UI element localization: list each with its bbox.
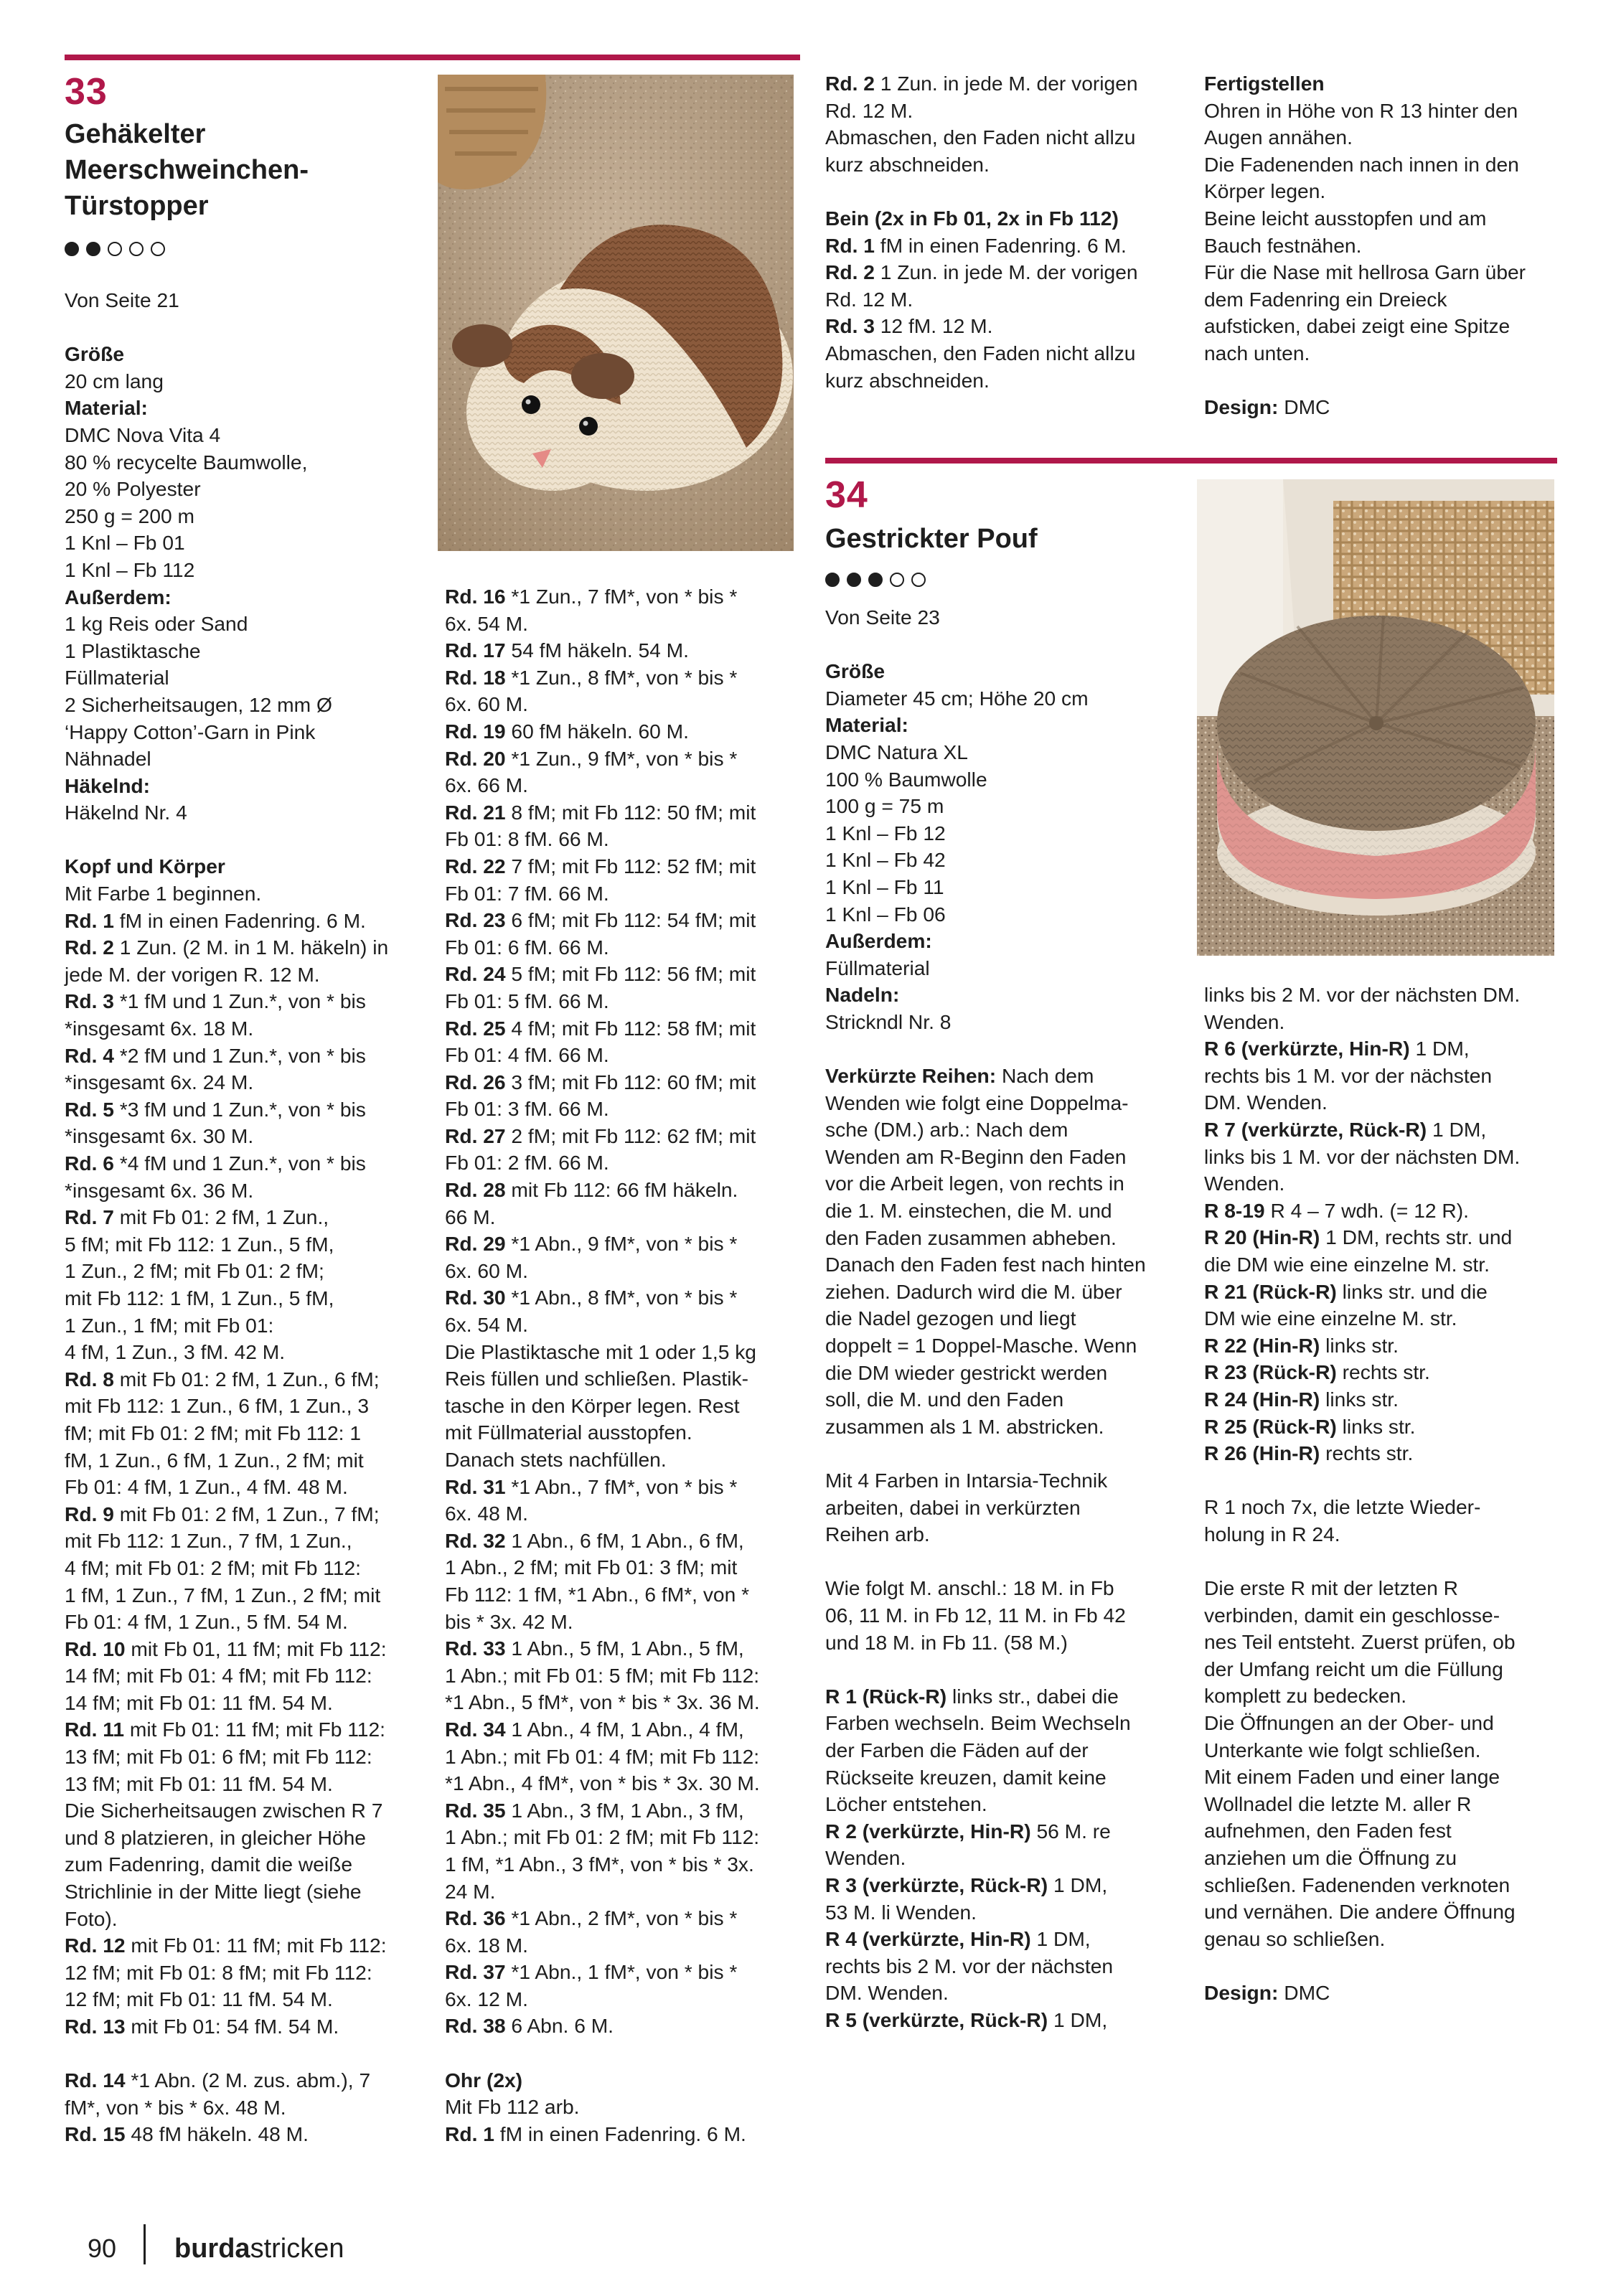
instruction-line: Wenden. (1204, 1172, 1285, 1195)
instruction-line: Design: DMC (1204, 1980, 1330, 2004)
instruction-line: Die Sicherheitsaugen zwischen R 7 (65, 1799, 383, 1822)
instruction-line: Löcher entstehen. (825, 1792, 987, 1816)
instruction-line: kurz abschneiden. (825, 368, 990, 392)
instruction-line: *insgesamt 6x. 18 M. (65, 1017, 254, 1040)
instruction-line: R 6 (verkürzte, Hin-R) 1 DM, (1204, 1037, 1470, 1060)
instruction-line: R 21 (Rück-R) links str. und die (1204, 1279, 1488, 1303)
instruction-line: 6x. 60 M. (445, 692, 528, 716)
instruction-line: DMC Natura XL (825, 740, 968, 763)
instruction-line: Mit 4 Farben in Intarsia-Technik (825, 1469, 1108, 1492)
instructions-col3 (825, 70, 1180, 394)
instruction-line: Fb 01: 8 fM. 66 M. (445, 827, 609, 851)
material-line: 1 Knl – Fb 112 (65, 557, 195, 581)
instruction-line: Die Plastiktasche mit 1 oder 1,5 kg (445, 1340, 756, 1363)
section-34-number: 34 (825, 474, 868, 516)
instruction-line: Mit einem Faden und einer lange (1204, 1765, 1500, 1789)
instruction-line: Die erste R mit der letzten R (1204, 1576, 1459, 1600)
from-page: Von Seite 21 (65, 288, 179, 311)
instruction-line: 06, 11 M. in Fb 12, 11 M. in Fb 42 (825, 1603, 1126, 1627)
instruction-line: die DM wie eine einzelne M. str. (1204, 1252, 1490, 1276)
instruction-line: Nadeln: (825, 983, 900, 1007)
instruction-line: Rd. 33 1 Abn., 5 fM, 1 Abn., 5 fM, (445, 1637, 744, 1660)
instruction-line: Danach den Faden fest nach hinten (825, 1253, 1146, 1276)
instructions-col1 (65, 908, 423, 2148)
instruction-line: doppelt = 1 Doppel-Masche. Wenn (825, 1334, 1137, 1358)
instruction-line: 1 fM, *1 Abn., 3 fM*, von * bis * 3x. (445, 1852, 754, 1876)
head-label: Kopf und Körper (65, 855, 225, 878)
instruction-line: Wenden wie folgt eine Doppelma- (825, 1091, 1129, 1114)
guinea-pig-photo (438, 75, 794, 551)
instruction-line: Rd. 29 *1 Abn., 9 fM*, von * bis * (445, 1232, 738, 1256)
instruction-line: 6x. 12 M. (445, 1987, 528, 2010)
instruction-line: 1 Zun., 1 fM; mit Fb 01: (65, 1313, 274, 1337)
empty-dot-icon (129, 242, 144, 256)
instruction-line: dem Fadenring ein Dreieck (1204, 287, 1447, 311)
instruction-line: Reihen arb. (825, 1523, 930, 1546)
material-line: 1 Plastiktasche (65, 639, 201, 662)
pouf-photo (1197, 479, 1554, 956)
instruction-line: 100 % Baumwolle (825, 767, 987, 791)
section-34-rule (825, 458, 1557, 464)
instruction-line: Fb 01: 4 fM, 1 Zun., 5 fM. 54 M. (65, 1610, 348, 1634)
instruction-line: aufsticken, dabei zeigt eine Spitze (1204, 314, 1511, 338)
instruction-line: Ohren in Höhe von R 13 hinter den (1204, 98, 1518, 122)
instruction-line: Rd. 12 M. (825, 287, 913, 311)
instruction-line: zusammen als 1 M. abstricken. (825, 1414, 1104, 1438)
instruction-line: Rd. 16 *1 Zun., 7 fM*, von * bis * (445, 585, 738, 608)
empty-dot-icon (890, 573, 904, 587)
instruction-line: 1 fM, 1 Zun., 7 fM, 1 Zun., 2 fM; mit (65, 1583, 381, 1606)
instruction-line: kurz abschneiden. (825, 152, 990, 176)
instruction-line: Rd. 14 *1 Abn. (2 M. zus. abm.), 7 (65, 2069, 371, 2092)
instruction-line: die DM wieder gestrickt werden (825, 1360, 1108, 1384)
instruction-line: 1 Abn.; mit Fb 01: 2 fM; mit Fb 112: (445, 1825, 760, 1849)
instruction-line: nach unten. (1204, 341, 1310, 364)
instruction-line: anziehen um die Öffnung zu (1204, 1846, 1457, 1869)
instruction-line: Wenden am R-Beginn den Faden (825, 1144, 1127, 1168)
instruction-line: Wollnadel die letzte M. aller R (1204, 1792, 1472, 1815)
instruction-line: Strickndl Nr. 8 (825, 1010, 952, 1033)
instruction-line: 5 fM; mit Fb 112: 1 Zun., 5 fM, (65, 1232, 334, 1256)
instruction-line: Rd. 15 48 fM häkeln. 48 M. (65, 2122, 309, 2146)
instruction-line: fM, 1 Zun., 6 fM, 1 Zun., 2 fM; mit (65, 1448, 364, 1472)
instruction-line: Rd. 34 1 Abn., 4 fM, 1 Abn., 4 fM, (445, 1717, 744, 1741)
instruction-line: 14 fM; mit Fb 01: 4 fM; mit Fb 112: (65, 1664, 372, 1688)
instruction-line: und 18 M. in Fb 11. (58 M.) (825, 1630, 1068, 1654)
instruction-line: DM. Wenden. (825, 1981, 949, 2005)
material-label: Material: (65, 396, 148, 420)
guinea-pig-image (438, 75, 794, 551)
instruction-line: 4 fM, 1 Zun., 3 fM. 42 M. (65, 1340, 286, 1364)
instruction-line: Rd. 30 *1 Abn., 8 fM*, von * bis * (445, 1286, 738, 1309)
instruction-line: 14 fM; mit Fb 01: 11 fM. 54 M. (65, 1690, 333, 1714)
instruction-line: Rd. 10 mit Fb 01, 11 fM; mit Fb 112: (65, 1637, 387, 1660)
instruction-line: mit Füllmaterial ausstopfen. (445, 1421, 692, 1444)
column-4 (1204, 70, 1559, 421)
column-4-section-34 (1204, 982, 1559, 2007)
instruction-line: Rd. 18 *1 Zun., 8 fM*, von * bis * (445, 665, 738, 689)
instruction-line: R 3 (verkürzte, Rück-R) 1 DM, (825, 1873, 1108, 1896)
instruction-line: arbeiten, dabei in verkürzten (825, 1495, 1081, 1519)
filled-dot-icon (847, 573, 861, 587)
size-label: Größe (65, 342, 125, 366)
instruction-line: Rd. 7 mit Fb 01: 2 fM, 1 Zun., (65, 1205, 329, 1229)
instruction-line: 1 Abn.; mit Fb 01: 5 fM; mit Fb 112: (445, 1663, 760, 1687)
instruction-line: 6x. 60 M. (445, 1258, 528, 1282)
instruction-line: der Umfang reicht um die Füllung (1204, 1657, 1503, 1680)
difficulty-rating (65, 242, 165, 256)
instruction-line: mit Fb 112: 1 Zun., 6 fM, 1 Zun., 3 (65, 1394, 370, 1418)
column-3-section-34 (825, 604, 1180, 2033)
instruction-line: und 8 platzieren, in gleicher Höhe (65, 1825, 366, 1849)
instruction-line: R 26 (Hin-R) rechts str. (1204, 1441, 1414, 1465)
brand-logo: burdastricken (174, 2234, 344, 2264)
instruction-line: Rd. 26 3 fM; mit Fb 112: 60 fM; mit (445, 1070, 756, 1093)
instruction-line: aufnehmen, den Faden fest (1204, 1819, 1452, 1843)
instruction-line: 13 fM; mit Fb 01: 6 fM; mit Fb 112: (65, 1745, 372, 1769)
instruction-line: 1 Knl – Fb 42 (825, 848, 946, 872)
instruction-line: Unterkante wie folgt schließen. (1204, 1738, 1481, 1761)
material-line: 2 Sicherheitsaugen, 12 mm Ø (65, 692, 332, 716)
material-list (65, 422, 423, 584)
difficulty-rating (825, 573, 926, 587)
instruction-line: Fb 01: 6 fM. 66 M. (445, 935, 609, 959)
instruction-line: Bein (2x in Fb 01, 2x in Fb 112) (825, 206, 1119, 230)
material-line: 250 g = 200 m (65, 504, 195, 527)
instruction-line: Rd. 3 12 fM. 12 M. (825, 314, 993, 338)
extra-label: Außerdem: (65, 585, 172, 608)
column-3 (825, 70, 1180, 394)
instruction-line: Material: (825, 713, 908, 737)
instruction-line: und vernähen. Die andere Öffnung (1204, 1900, 1516, 1924)
column-1 (65, 287, 423, 2148)
instruction-line: 1 Knl – Fb 12 (825, 821, 946, 844)
instruction-line: R 5 (verkürzte, Rück-R) 1 DM, (825, 2008, 1108, 2031)
instruction-line: mit Fb 112: 1 Zun., 7 fM, 1 Zun., (65, 1529, 352, 1553)
instruction-line: Die Öffnungen an der Ober- und (1204, 1711, 1494, 1735)
instruction-line: Rd. 20 *1 Zun., 9 fM*, von * bis * (445, 746, 738, 770)
section-33-title: Gehäkelter Meerschweinchen- Türstopper (65, 119, 309, 221)
instruction-line: Beine leicht ausstopfen und am (1204, 206, 1487, 230)
material-line: 1 Knl – Fb 01 (65, 531, 185, 555)
instruction-line: Rd. 37 *1 Abn., 1 fM*, von * bis * (445, 1960, 738, 1984)
column-2 (445, 583, 799, 2147)
instruction-line: 12 fM; mit Fb 01: 11 fM. 54 M. (65, 1987, 333, 2011)
instruction-line: Rd. 35 1 Abn., 3 fM, 1 Abn., 3 fM, (445, 1798, 744, 1822)
instruction-line: nes Teil entsteht. Zuerst prüfen, ob (1204, 1630, 1516, 1654)
instruction-line: Abmaschen, den Faden nicht allzu (825, 341, 1136, 364)
instruction-line: Fb 01: 4 fM. 66 M. (445, 1043, 609, 1067)
instruction-line: Rd. 17 54 fM häkeln. 54 M. (445, 639, 689, 662)
instruction-line: Ohr (2x) (445, 2068, 523, 2092)
instruction-line: R 24 (Hin-R) links str. (1204, 1387, 1399, 1411)
material-line: 1 kg Reis oder Sand (65, 612, 248, 636)
instruction-line: 6x. 54 M. (445, 611, 528, 635)
instruction-line: Diameter 45 cm; Höhe 20 cm (825, 686, 1089, 710)
instruction-line: Reis füllen und schließen. Plastik- (445, 1367, 749, 1391)
instruction-line: Rd. 25 4 fM; mit Fb 112: 58 fM; mit (445, 1016, 756, 1040)
instruction-line: bis * 3x. 42 M. (445, 1609, 573, 1633)
instruction-line: Fb 01: 4 fM, 1 Zun., 4 fM. 48 M. (65, 1475, 348, 1499)
instruction-line: Fb 112: 1 fM, *1 Abn., 6 fM*, von * (445, 1582, 750, 1606)
instruction-line: Außerdem: (825, 929, 932, 953)
instruction-line: Wenden. (825, 1846, 906, 1870)
instruction-line: komplett zu bedecken. (1204, 1684, 1407, 1708)
instruction-line: R 1 (Rück-R) links str., dabei die (825, 1684, 1119, 1708)
material-line: 80 % recycelte Baumwolle, (65, 450, 308, 474)
pouf-image (1197, 479, 1554, 956)
instruction-line: 4 fM; mit Fb 01: 2 fM; mit Fb 112: (65, 1556, 362, 1579)
instruction-line: rechts bis 2 M. vor der nächsten (825, 1954, 1114, 1977)
instruction-line: 24 M. (445, 1879, 496, 1903)
hook-label: Häkelnd: (65, 773, 151, 797)
instruction-line: 1 Abn., 2 fM; mit Fb 01: 3 fM; mit (445, 1556, 738, 1579)
instruction-line: Rd. 9 mit Fb 01: 2 fM, 1 Zun., 7 fM; (65, 1502, 380, 1525)
instruction-line: soll, die M. und den Faden (825, 1388, 1064, 1411)
instruction-line: Rd. 1 fM in einen Fadenring. 6 M. (825, 233, 1127, 257)
instruction-line: Rd. 12 mit Fb 01: 11 fM; mit Fb 112: (65, 1934, 387, 1957)
empty-dot-icon (151, 242, 165, 256)
empty-dot-icon (108, 242, 122, 256)
instruction-line: R 22 (Hin-R) links str. (1204, 1333, 1399, 1357)
instruction-line: Rd. 32 1 Abn., 6 fM, 1 Abn., 6 fM, (445, 1528, 744, 1552)
instruction-line: Rd. 1 fM in einen Fadenring. 6 M. (65, 908, 366, 932)
instruction-line: Fb 01: 5 fM. 66 M. (445, 989, 609, 1012)
instruction-line: Rd. 21 8 fM; mit Fb 112: 50 fM; mit (445, 800, 756, 824)
instruction-line: Verkürzte Reihen: Nach dem (825, 1064, 1094, 1088)
instruction-line: Rd. 5 *3 fM und 1 Zun.*, von * bis (65, 1097, 366, 1121)
instruction-line: vor die Arbeit legen, von rechts in (825, 1172, 1124, 1195)
instructions-col4 (1204, 70, 1559, 421)
instruction-line: der Farben die Fäden auf der (825, 1738, 1089, 1761)
instruction-line: rechts bis 1 M. vor der nächsten (1204, 1063, 1493, 1087)
instruction-line: Rd. 28 mit Fb 112: 66 fM häkeln. (445, 1178, 738, 1202)
instruction-line: 1 Knl – Fb 11 (825, 875, 944, 898)
instruction-line: 6x. 48 M. (445, 1502, 528, 1525)
instruction-line: 6x. 54 M. (445, 1313, 528, 1337)
instruction-line: Abmaschen, den Faden nicht allzu (825, 126, 1136, 149)
material-line: DMC Nova Vita 4 (65, 423, 221, 446)
instruction-line: jede M. der vorigen R. 12 M. (65, 962, 320, 986)
instruction-line: 100 g = 75 m (825, 794, 944, 818)
instruction-line: Wenden. (1204, 1010, 1285, 1033)
instruction-line: Strichlinie in der Mitte liegt (siehe (65, 1880, 362, 1904)
instruction-line: Rd. 6 *4 fM und 1 Zun.*, von * bis (65, 1152, 366, 1175)
size-value: 20 cm lang (65, 369, 164, 392)
instruction-line: die Nadel gezogen und liegt (825, 1307, 1076, 1330)
instruction-line: Rd. 19 60 fM häkeln. 60 M. (445, 719, 689, 743)
instruction-line: sche (DM.) arb.: Nach dem (825, 1118, 1068, 1142)
instruction-line: links bis 2 M. vor der nächsten DM. (1204, 983, 1521, 1006)
instruction-line: Rd. 38 6 Abn. 6 M. (445, 2014, 614, 2038)
instruction-line: genau so schließen. (1204, 1926, 1386, 1950)
instruction-line: Rd. 2 1 Zun. in jede M. der vorigen (825, 72, 1138, 95)
instruction-line: tasche in den Körper legen. Rest (445, 1393, 740, 1417)
instruction-line: Die Fadenenden nach innen in den (1204, 152, 1519, 176)
instructions-col2 (445, 583, 799, 2147)
instruction-line: zum Fadenring, damit die weiße (65, 1853, 353, 1876)
instruction-line: Bauch festnähen. (1204, 233, 1362, 257)
section-34-title: Gestrickter Pouf (825, 524, 1038, 554)
section-33-rule (65, 55, 800, 60)
instruction-line: 53 M. li Wenden. (825, 1900, 977, 1924)
hook-value: Häkelnd Nr. 4 (65, 801, 187, 824)
instruction-line: Rd. 22 7 fM; mit Fb 112: 52 fM; mit (445, 854, 756, 878)
instruction-line: Design: DMC (1204, 395, 1330, 419)
instruction-line: die 1. M. einstechen, die M. und (825, 1199, 1112, 1223)
instruction-line: 1 Knl – Fb 06 (825, 902, 946, 926)
instruction-line: R 25 (Rück-R) links str. (1204, 1414, 1416, 1438)
section-33-number: 33 (65, 71, 108, 113)
instruction-line: R 8-19 R 4 – 7 wdh. (= 12 R). (1204, 1198, 1469, 1222)
instruction-line: 66 M. (445, 1205, 496, 1228)
instruction-line: R 23 (Rück-R) rechts str. (1204, 1360, 1430, 1384)
instruction-line: Augen annähen. (1204, 126, 1353, 149)
instruction-line: fM*, von * bis * 6x. 48 M. (65, 2095, 286, 2119)
instruction-line: schließen. Fadenenden verknoten (1204, 1873, 1511, 1896)
instruction-line: 12 fM; mit Fb 01: 8 fM; mit Fb 112: (65, 1960, 372, 1984)
instruction-line: Körper legen. (1204, 179, 1326, 203)
footer-separator (144, 2224, 146, 2264)
empty-dot-icon (911, 573, 926, 587)
instruction-line: Rd. 11 mit Fb 01: 11 fM; mit Fb 112: (65, 1718, 385, 1741)
instruction-line: Von Seite 23 (825, 606, 940, 629)
head-intro: Mit Farbe 1 beginnen. (65, 882, 262, 905)
instruction-line: DM. Wenden. (1204, 1091, 1328, 1114)
instruction-line: R 7 (verkürzte, Rück-R) 1 DM, (1204, 1117, 1487, 1141)
instruction-line: 1 Zun., 2 fM; mit Fb 01: 2 fM; (65, 1259, 324, 1283)
material-line: Füllmaterial (65, 666, 169, 690)
instruction-line: *insgesamt 6x. 36 M. (65, 1178, 254, 1202)
instruction-line: mit Fb 112: 1 fM, 1 Zun., 5 fM, (65, 1286, 334, 1309)
instruction-line: Fb 01: 3 fM. 66 M. (445, 1097, 609, 1121)
instruction-line: Rückseite kreuzen, damit keine (825, 1765, 1107, 1789)
instruction-line: den Faden zusammen abheben. (825, 1225, 1117, 1249)
instruction-line: 1 Abn.; mit Fb 01: 4 fM; mit Fb 112: (445, 1744, 760, 1768)
instruction-line: Rd. 3 *1 fM und 1 Zun.*, von * bis (65, 989, 366, 1013)
instruction-line: Füllmaterial (825, 956, 930, 979)
instruction-line: 13 fM; mit Fb 01: 11 fM. 54 M. (65, 1772, 333, 1795)
instruction-line: Rd. 13 mit Fb 01: 54 fM. 54 M. (65, 2015, 339, 2038)
instruction-line: Rd. 23 6 fM; mit Fb 112: 54 fM; mit (445, 908, 756, 932)
filled-dot-icon (868, 573, 883, 587)
material-line: Nähnadel (65, 747, 151, 771)
instruction-line: Rd. 36 *1 Abn., 2 fM*, von * bis * (445, 1906, 738, 1930)
instruction-line: Für die Nase mit hellrosa Garn über (1204, 260, 1526, 284)
instruction-line: Rd. 1 fM in einen Fadenring. 6 M. (445, 2122, 746, 2145)
instruction-line: Rd. 27 2 fM; mit Fb 112: 62 fM; mit (445, 1124, 756, 1147)
instruction-line: *insgesamt 6x. 24 M. (65, 1071, 254, 1094)
instruction-line: Foto). (65, 1906, 118, 1930)
instruction-line: R 1 noch 7x, die letzte Wieder- (1204, 1495, 1481, 1519)
instruction-line: ziehen. Dadurch wird die M. über (825, 1279, 1122, 1303)
material-line: ‘Happy Cotton’-Garn in Pink (65, 720, 316, 743)
instruction-line: Farben wechseln. Beim Wechseln (825, 1711, 1131, 1735)
filled-dot-icon (86, 242, 100, 256)
instruction-line: Danach stets nachfüllen. (445, 1448, 667, 1471)
extra-list (65, 611, 423, 773)
instruction-line: R 2 (verkürzte, Hin-R) 56 M. re (825, 1819, 1111, 1843)
instruction-line: Rd. 12 M. (825, 98, 913, 122)
instruction-line: Größe (825, 659, 885, 683)
instruction-line: *1 Abn., 5 fM*, von * bis * 3x. 36 M. (445, 1690, 760, 1714)
instruction-line: DM wie eine einzelne M. str. (1204, 1307, 1457, 1330)
instruction-line: Fb 01: 7 fM. 66 M. (445, 881, 609, 905)
instruction-line: Rd. 4 *2 fM und 1 Zun.*, von * bis (65, 1043, 366, 1067)
filled-dot-icon (825, 573, 840, 587)
instruction-line: Fertigstellen (1204, 72, 1325, 95)
instruction-line: Rd. 2 1 Zun. in jede M. der vorigen (825, 260, 1138, 284)
instruction-line: Rd. 8 mit Fb 01: 2 fM, 1 Zun., 6 fM; (65, 1367, 380, 1391)
instruction-line: verbinden, damit ein geschlosse- (1204, 1603, 1500, 1627)
instruction-line: Rd. 2 1 Zun. (2 M. in 1 M. häkeln) in (65, 936, 389, 959)
instruction-line: fM; mit Fb 01: 2 fM; mit Fb 112: 1 (65, 1421, 362, 1444)
instruction-line: 6x. 18 M. (445, 1933, 528, 1957)
filled-dot-icon (65, 242, 79, 256)
instruction-line: Fb 01: 2 fM. 66 M. (445, 1151, 609, 1175)
instruction-line: *1 Abn., 4 fM*, von * bis * 3x. 30 M. (445, 1772, 760, 1795)
instruction-line: *insgesamt 6x. 30 M. (65, 1124, 254, 1148)
instruction-line: links bis 1 M. vor der nächsten DM. (1204, 1144, 1521, 1168)
instruction-line: holung in R 24. (1204, 1522, 1340, 1545)
instruction-line: R 4 (verkürzte, Hin-R) 1 DM, (825, 1927, 1091, 1951)
instruction-line: Rd. 24 5 fM; mit Fb 112: 56 fM; mit (445, 962, 756, 986)
instruction-line: Rd. 31 *1 Abn., 7 fM*, von * bis * (445, 1474, 738, 1498)
instruction-line: R 20 (Hin-R) 1 DM, rechts str. und (1204, 1225, 1513, 1249)
instruction-line: 6x. 66 M. (445, 773, 528, 797)
instruction-line: Mit Fb 112 arb. (445, 2095, 580, 2119)
instruction-line: Wie folgt M. anschl.: 18 M. in Fb (825, 1576, 1114, 1600)
page-number: 90 (88, 2234, 117, 2263)
material-line: 20 % Polyester (65, 477, 201, 501)
